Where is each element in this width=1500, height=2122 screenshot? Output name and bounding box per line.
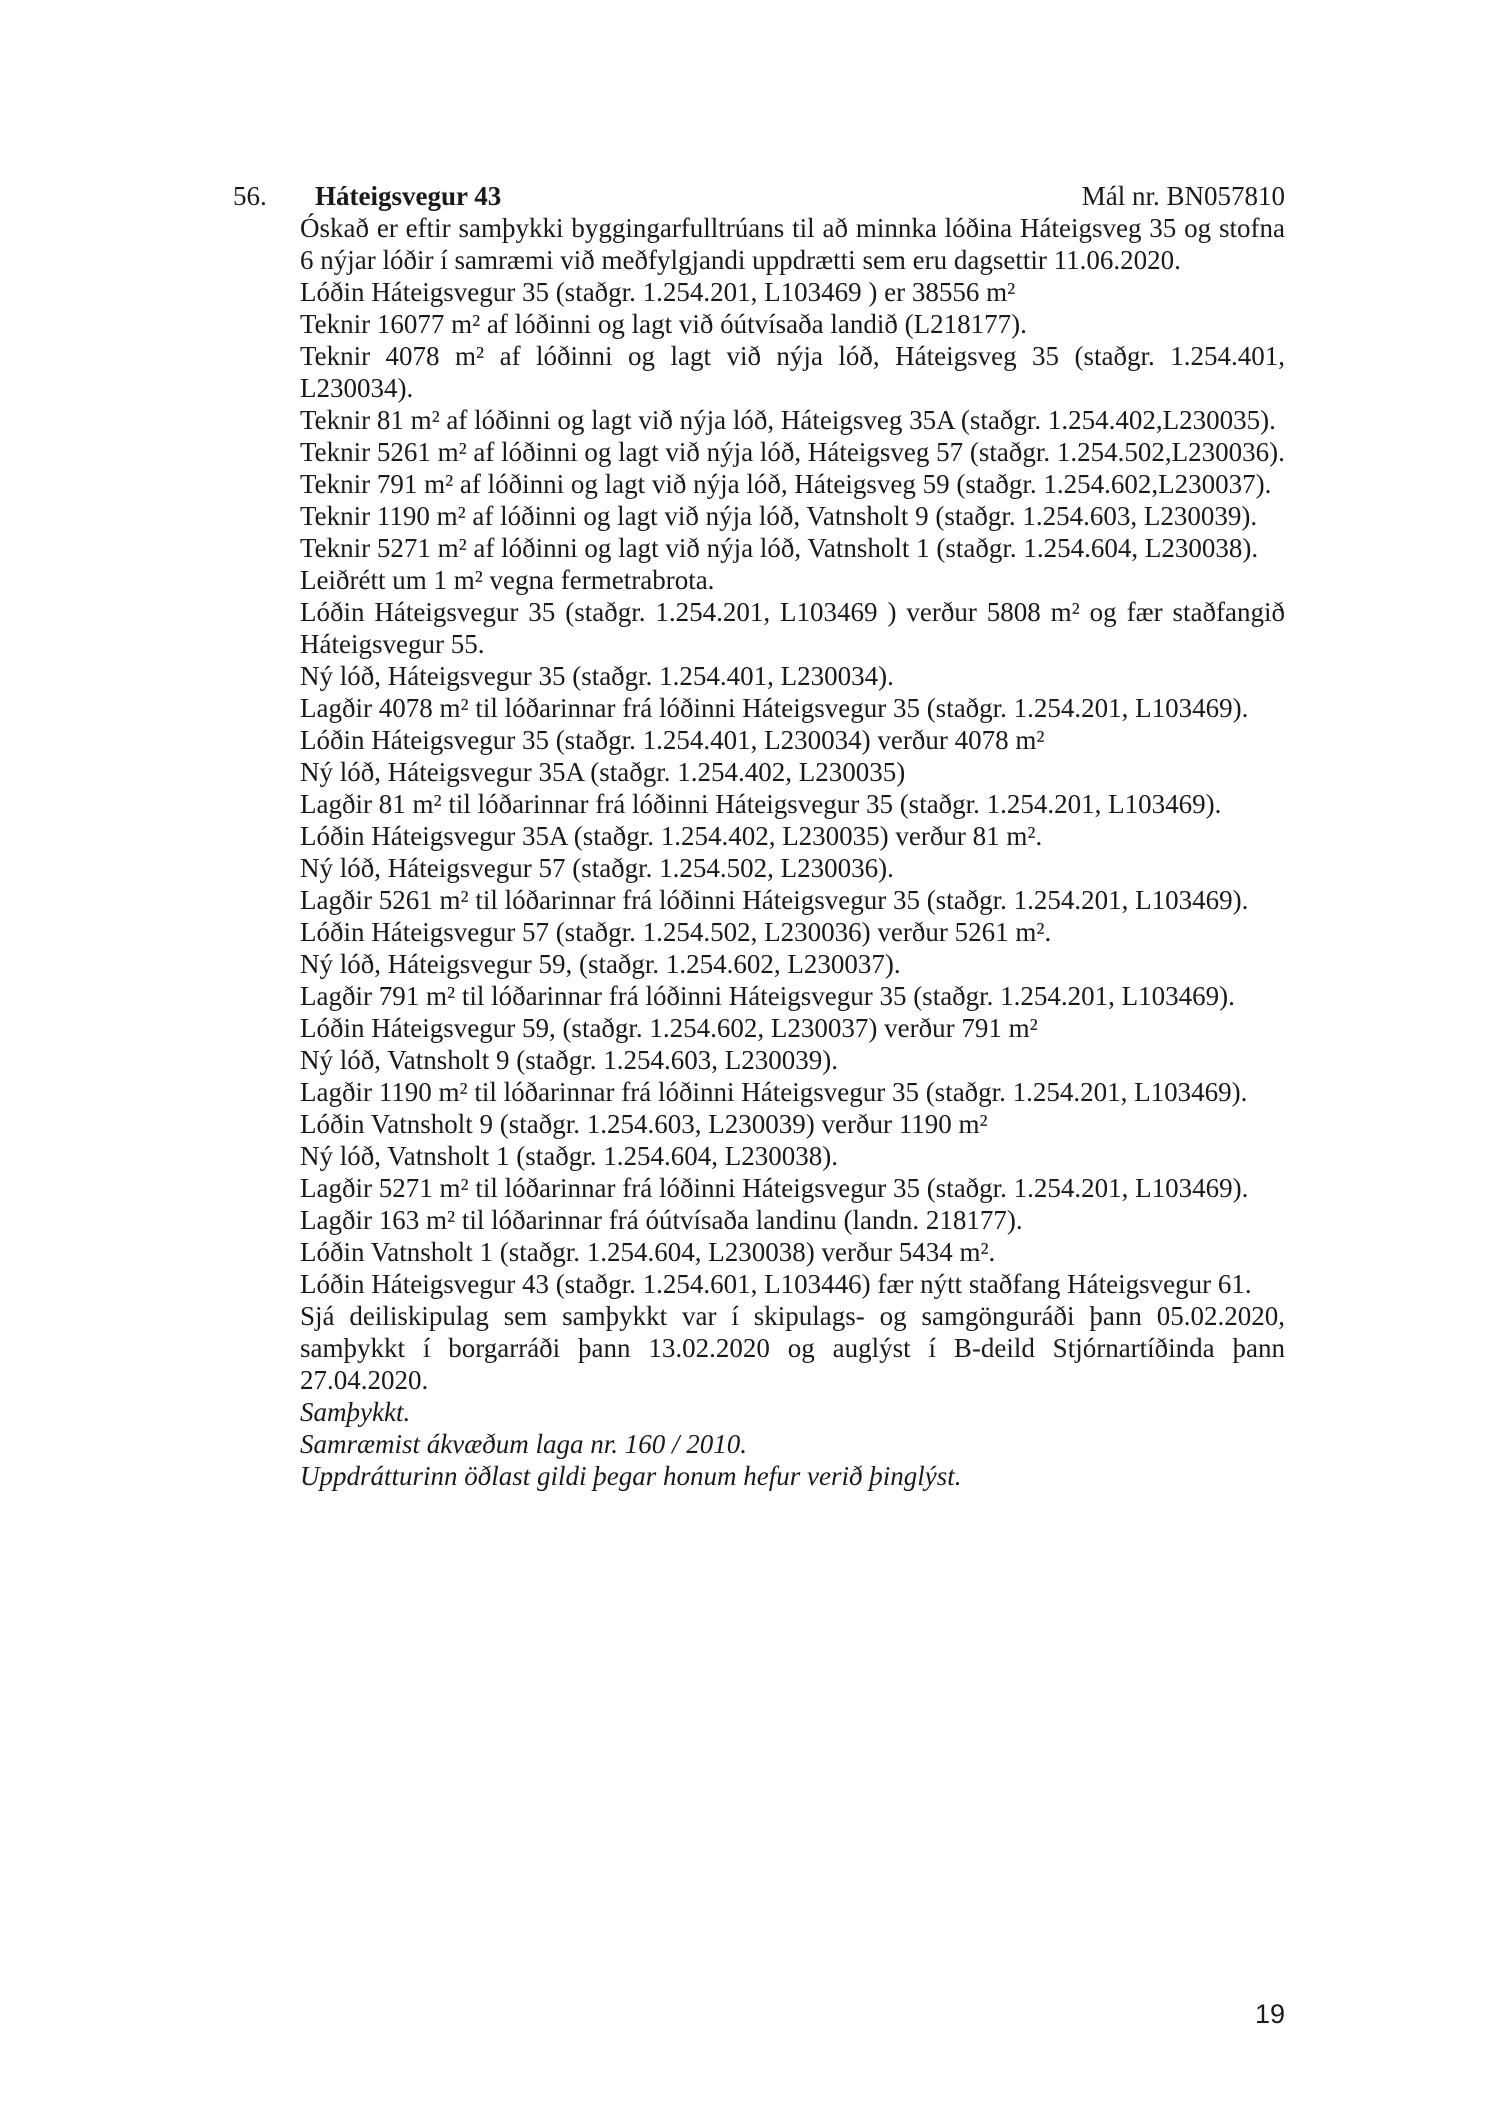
paragraph: Lóðin Vatnsholt 9 (staðgr. 1.254.603, L230039) verður 1190 m² [300,1109,988,1139]
paragraph: Óskað er eftir samþykki byggingarfulltrúans til að minnka lóðina Háteigsveg 35 og stofna 6 nýjar lóðir í samræmi við meðfylgjandi uppdrætti sem eru dagsettir 11.06.2020. [300,213,1285,275]
item-number: 56. [233,181,267,211]
case-number: Mál nr. BN057810 [1081,181,1285,211]
page-number: 19 [1254,1999,1285,2029]
paragraph: Lagðir 163 m² til lóðarinnar frá óútvísaða landinu (landn. 218177). [300,1205,1023,1235]
decision-conforms: Samræmist ákvæðum laga nr. 160 / 2010. [300,1429,748,1459]
paragraph: Lóðin Háteigsvegur 35 (staðgr. 1.254.401, L230034) verður 4078 m² [300,725,1045,755]
decision-approved: Samþykkt. [300,1397,411,1427]
item-body [300,212,1285,1492]
paragraph: Leiðrétt um 1 m² vegna fermetrabrota. [300,565,715,595]
paragraph: Ný lóð, Háteigsvegur 57 (staðgr. 1.254.502, L230036). [300,853,894,883]
paragraph: Teknir 791 m² af lóðinni og lagt við nýja lóð, Háteigsveg 59 (staðgr. 1.254.602,L230037). [300,469,1272,499]
paragraph: Teknir 5271 m² af lóðinni og lagt við nýja lóð, Vatnsholt 1 (staðgr. 1.254.604, L230038). [300,533,1259,563]
paragraph: Teknir 81 m² af lóðinni og lagt við nýja lóð, Háteigsveg 35A (staðgr. 1.254.402,L230035). [300,405,1276,435]
item-title: Háteigsvegur 43 [315,181,502,211]
paragraph: Lagðir 791 m² til lóðarinnar frá lóðinni Háteigsvegur 35 (staðgr. 1.254.201, L103469). [300,981,1235,1011]
paragraph: Lagðir 1190 m² til lóðarinnar frá lóðinni Háteigsvegur 35 (staðgr. 1.254.201, L103469). [300,1077,1248,1107]
paragraph: Ný lóð, Háteigsvegur 35A (staðgr. 1.254.402, L230035) [300,757,906,787]
paragraph: Ný lóð, Háteigsvegur 59, (staðgr. 1.254.602, L230037). [300,949,901,979]
paragraph: Lóðin Háteigsvegur 35 (staðgr. 1.254.201, L103469 ) er 38556 m² [300,277,1016,307]
paragraph: Teknir 1190 m² af lóðinni og lagt við nýja lóð, Vatnsholt 9 (staðgr. 1.254.603, L230039). [300,501,1258,531]
paragraph: Lóðin Háteigsvegur 35A (staðgr. 1.254.402, L230035) verður 81 m². [300,821,1043,851]
paragraph: Lagðir 81 m² til lóðarinnar frá lóðinni Háteigsvegur 35 (staðgr. 1.254.201, L103469). [300,789,1222,819]
paragraph: Lóðin Háteigsvegur 35 (staðgr. 1.254.201, L103469 ) verður 5808 m² og fær staðfangið Háteigsvegur 55. [300,597,1285,659]
decision-expiry: Uppdrátturinn öðlast gildi þegar honum hefur verið þinglýst. [300,1461,962,1491]
paragraph: Ný lóð, Háteigsvegur 35 (staðgr. 1.254.401, L230034). [300,661,894,691]
paragraph: Lagðir 5261 m² til lóðarinnar frá lóðinni Háteigsvegur 35 (staðgr. 1.254.201, L103469). [300,885,1249,915]
paragraph: Lóðin Háteigsvegur 43 (staðgr. 1.254.601, L103446) fær nýtt staðfang Háteigsvegur 61. [300,1269,1252,1299]
paragraph: Ný lóð, Vatnsholt 9 (staðgr. 1.254.603, L230039). [300,1045,838,1075]
paragraph: Sjá deiliskipulag sem samþykkt var í skipulags- og samgönguráði þann 05.02.2020, samþykkt í borgarráði þann 13.02.2020 og auglýst í B-deild Stjórnartíðinda þann 27.04.2020. [300,1301,1285,1395]
paragraph: Lóðin Háteigsvegur 59, (staðgr. 1.254.602, L230037) verður 791 m² [300,1013,1038,1043]
item-header [233,180,1285,212]
paragraph: Lagðir 4078 m² til lóðarinnar frá lóðinni Háteigsvegur 35 (staðgr. 1.254.201, L103469). [300,693,1249,723]
paragraph: Ný lóð, Vatnsholt 1 (staðgr. 1.254.604, L230038). [300,1141,838,1171]
paragraph: Lagðir 5271 m² til lóðarinnar frá lóðinni Háteigsvegur 35 (staðgr. 1.254.201, L103469). [300,1173,1249,1203]
paragraph: Lóðin Vatnsholt 1 (staðgr. 1.254.604, L230038) verður 5434 m². [300,1237,996,1267]
paragraph: Lóðin Háteigsvegur 57 (staðgr. 1.254.502, L230036) verður 5261 m². [300,917,1052,947]
paragraph: Teknir 4078 m² af lóðinni og lagt við nýja lóð, Háteigsveg 35 (staðgr. 1.254.401, L230034). [300,341,1285,403]
paragraph: Teknir 5261 m² af lóðinni og lagt við nýja lóð, Háteigsveg 57 (staðgr. 1.254.502,L230036). [300,437,1285,467]
paragraph: Teknir 16077 m² af lóðinni og lagt við óútvísaða landið (L218177). [300,309,1027,339]
